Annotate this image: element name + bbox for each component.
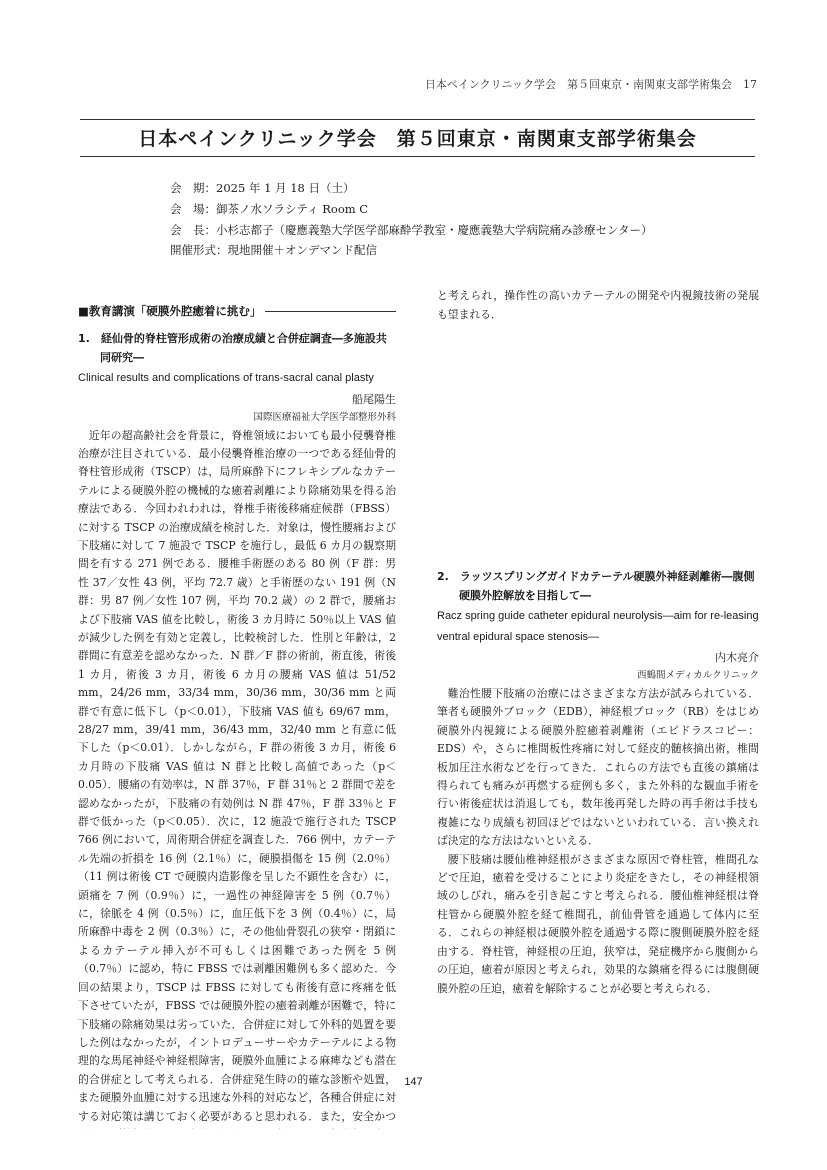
section-heading-text: ■教育講演「硬膜外腔癒着に挑む」 [78, 304, 262, 318]
article-1-body-continued: と考えられ，操作性の高いカテーテルの開発や内視鏡技術の発展も望まれる． [437, 290, 759, 321]
article-2-author: 内木亮介 [715, 651, 759, 664]
article-2-affiliation: 西鶴間メディカルクリニック [637, 670, 759, 681]
page-title: 日本ペインクリニック学会 第５回東京・南関東支部学術集会 [138, 128, 697, 150]
article-2-title: 2. ラッツスプリングガイドカテーテル硬膜外神経剥離術―腹側硬膜外腔解放を目指して― [437, 570, 755, 602]
meeting-chair: 会 長：小杉志都子（慶應義塾大学医学部麻酔学教室・慶應義塾大学病院痛み診療センター） [170, 222, 653, 237]
article-1-author: 船尾陽生 [352, 392, 396, 406]
article-1-affiliation: 国際医療福祉大学医学部整形外科 [253, 411, 396, 423]
title-bottom-rule [80, 156, 755, 157]
right-column [437, 290, 759, 998]
meeting-info [170, 178, 653, 261]
page-number: 147 [404, 1076, 423, 1088]
section-heading [78, 300, 396, 322]
article-2-paragraph-2: 腰下肢痛は腰仙椎神経根がさまざまな原因で脊柱管，椎間孔などで圧迫，癒着を受けることにより炎症をきたし，その神経根領域のしびれ，痛みを引き起こすと考えられる．腰仙椎神経根は脊柱管から硬膜外腔を経て椎間孔，前仙骨管を通過して体内に至る．これらの神経根は硬膜外腔を通過する際に腹側硬膜外腔を経由する．脊柱管，神経根の圧迫，狭窄は，発症機序から腹側からの圧迫，癒着が原因と考えられ，効果的な鎮痛を得るには腹側硬膜外腔の圧迫，癒着を解除することが必要と考えられる． [437, 852, 759, 995]
article-1-body-continued-clip [437, 290, 759, 538]
meeting-format: 開催形式：現地開催＋オンデマンド配信 [170, 243, 377, 258]
article-1-body-part1-clip [78, 427, 396, 1129]
article-1-title-en: Clinical results and complications of trans-sacral canal plasty [78, 372, 374, 384]
section-heading-rule [265, 311, 396, 312]
left-column [78, 298, 396, 1129]
article-1-body: 近年の超高齢社会を背景に，脊椎領域においても最小侵襲脊椎治療が注目されている．最小侵襲脊椎治療の一つである経仙骨的脊柱管形成術（TSCP）は，局所麻酔下にフレキシブルなカテーテルによる硬膜外腔の機械的な癒着剥離により除痛効果を得る治療法である．今回われわれは，脊椎手術後移痛症候群（FBSS）に対する TSCP の治療成績を検討した．対象は，慢性腰痛および下肢痛に対して 7 施設で TSCP を施行し，最低 6 カ月の観察期間を有する 271 例である．腰椎手術歴のある 80 例（F 群：男性 37／女性 43 例，平均 72.7 歳）と手術歴のない 191 例（N 群：男 87 例／女性 107 例，平均 70.2 歳）の 2 群で，腰痛および下肢痛 VAS 値を比較し，術後 3 カ月時に 50％以上 VAS 値が減少した例を有効と定義し，比較検討した．性別と年齢は，2 群間に有意差を認めなかった．N 群／F 群の術前，術直後，術後 1 カ月，術後 3 カ月，術後 6 カ月の腰痛 VAS 値は 51/52 mm，24/26 mm，33/34 mm，30/36 mm，30/36 mm と両群で有意に低下し（p＜0.01），下肢痛 VAS 値も 69/67 mm，28/27 mm，39/41 mm，36/43 mm，32/40 mm と有意に低下した（p＜0.01）．しかしながら，F 群の術後 3 カ月，術後 6 カ月時の下肢痛 VAS 値は N 群と比較し高値であった（p＜0.05）．腰痛の有効率は，N 群 37％，F 群 31％と 2 群間で差を認めなかったが，下肢痛の有効例は N 群 47％，F 群 33％と F 群で低かった（p＜0.05）．次に，12 施設で施行された TSCP 766 例において，周術期合併症を調査した．766 例中，カテーテル先端の折損を 16 例（2.1％）に，硬膜損傷を 15 例（2.0％）（11 例は術後 CT で硬膜内造影像を呈した不顕性を含む）に，頭痛を 7 例（0.9％）に，一過性の神経障害を 5 例（0.7％）に，徐脈を 4 例（0.5％）に，血圧低下を 3 例（0.4％）に，局所麻酔中毒を 2 例（0.3％）に，その他仙骨裂孔の狭窄・閉鎖によるカテーテル挿入が不可もしくは困難であった例を 5 例（0.7％）に認め，特に FBSS では剥離困難例も多く認めた．今回の結果より，TSCP は FBSS に対しても術後有意に疼痛を低下させていたが，FBSS では硬膜外腔の癒着剥離が困難で，特に下肢痛の除痛効果は劣っていた．合併症に対して外科的処置を要した例はなかったが，イントロデューサーやカテーテルによる物理的な馬尾神経や神経根障害，硬膜外血腫による麻痺なども潜在的合併症として考えられる．合併症発生時の的確な診断や処置，また硬膜外血腫に対する迅速な外科的対応など，各種合併症に対する対応策は講じておく必要があると思われる．また，安全かつ [78, 428, 396, 1123]
title-top-rule [80, 119, 755, 120]
article-1-title: 1. 経仙骨的脊柱管形成術の治療成績と合併症調査―多施設共同研究― [78, 332, 387, 364]
article-2-paragraph-1: 難治性腰下肢痛の治療にはさまざまな方法が試みられている．筆者も硬膜外ブロック（EDB），神経根ブロック（RB）をはじめ硬膜外内視鏡による硬膜外腔癒着剥離術（エピドラスコピー：EDS）や，さらに椎間板性疼痛に対して経皮的髄核摘出術，椎間板加圧注水術などを行ってきた．これらの方法でも直後の鎮痛は得られても痛みが再燃する症例も多く，また外科的な観血手術を行い術後症状は消退しても，数年後再発した時の再手術は手技も複雑になり成績も初回ほどではないといわれている．言い換えれば決定的な方法はないといえる． [437, 687, 759, 848]
article-spacer [437, 538, 759, 560]
article-2-title-en: Racz spring guide catheter epidural neurolysis―aim for re-leasing ventral epidural space stenosis― [437, 610, 759, 643]
meeting-date: 会 期：2025 年 1 月 18 日（土） [170, 181, 355, 195]
meeting-venue: 会 場：御茶ノ水ソラシティ Room C [170, 201, 369, 216]
running-head: 日本ペインクリニック学会 第５回東京・南関東支部学術集会 17 [424, 78, 757, 91]
